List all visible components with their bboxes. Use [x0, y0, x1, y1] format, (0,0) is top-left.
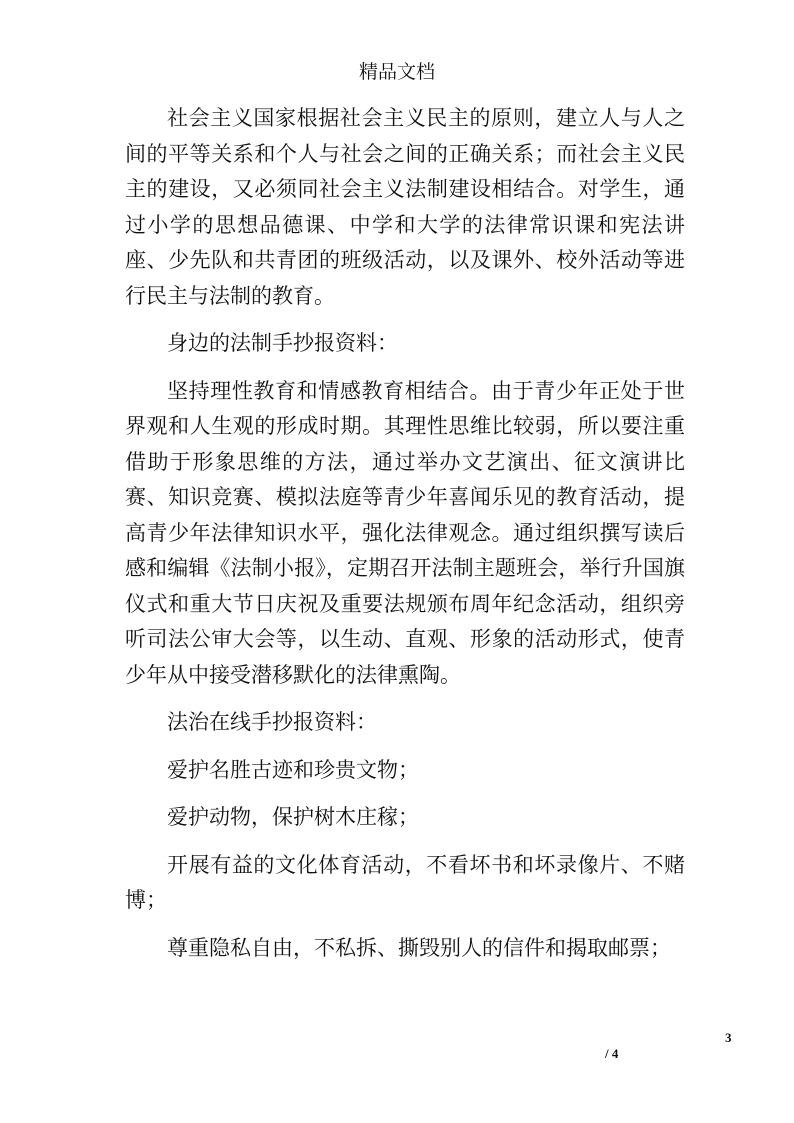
paragraph-item-relics: 爱护名胜古迹和珍贵文物； [167, 757, 419, 782]
paragraph-intro: 社会主义国家根据社会主义民主的原则，建立人与人之间的平等关系和个人与社会之间的正确关系；而社会主义民主的建设，又必须同社会主义法制建设相结合。对学生，通过小学的思想品德课、中学和大学的法律常识课和宪法讲座、少先队和共青团的班级活动，以及课外、校外活动等进行民主与法制的教育。 [125, 106, 685, 308]
document-body [125, 101, 685, 978]
paragraph-rational-education: 坚持理性教育和情感教育相结合。由于青少年正处于世界观和人生观的形成时期。其理性思维比较弱，所以要注重借助于形象思维的方法，通过举办文艺演出、征文演讲比赛、知识竞赛、模拟法庭等青少年喜闻乐见的教育活动，提高青少年法律知识水平，强化法律观念。通过组织撰写读后感和编辑《法制小报》，定期召开法制主题班会，举行升国旗仪式和重大节日庆祝及重要法规颁布周年纪念活动，组织旁听司法公审大会等，以生动、直观、形象的活动形式，使青少年从中接受潜移默化的法律熏陶。 [125, 378, 685, 687]
page-number-total: / 4 [605, 1046, 619, 1061]
document-header-title: 精品文档 [358, 61, 435, 83]
paragraph-item-animals: 爱护动物，保护树木庄稼； [167, 805, 419, 829]
page-number-current: 3 [725, 1030, 732, 1045]
paragraph-heading-online-materials: 法治在线手抄报资料： [167, 710, 377, 734]
paragraph-heading-legal-materials: 身边的法制手抄报资料： [167, 331, 398, 355]
paragraph-item-privacy: 尊重隐私自由，不私拆、撕毁别人的信件和揭取邮票； [167, 935, 671, 960]
paragraph-item-activities: 开展有益的文化体育活动，不看坏书和坏录像片、不赌博； [125, 852, 685, 912]
